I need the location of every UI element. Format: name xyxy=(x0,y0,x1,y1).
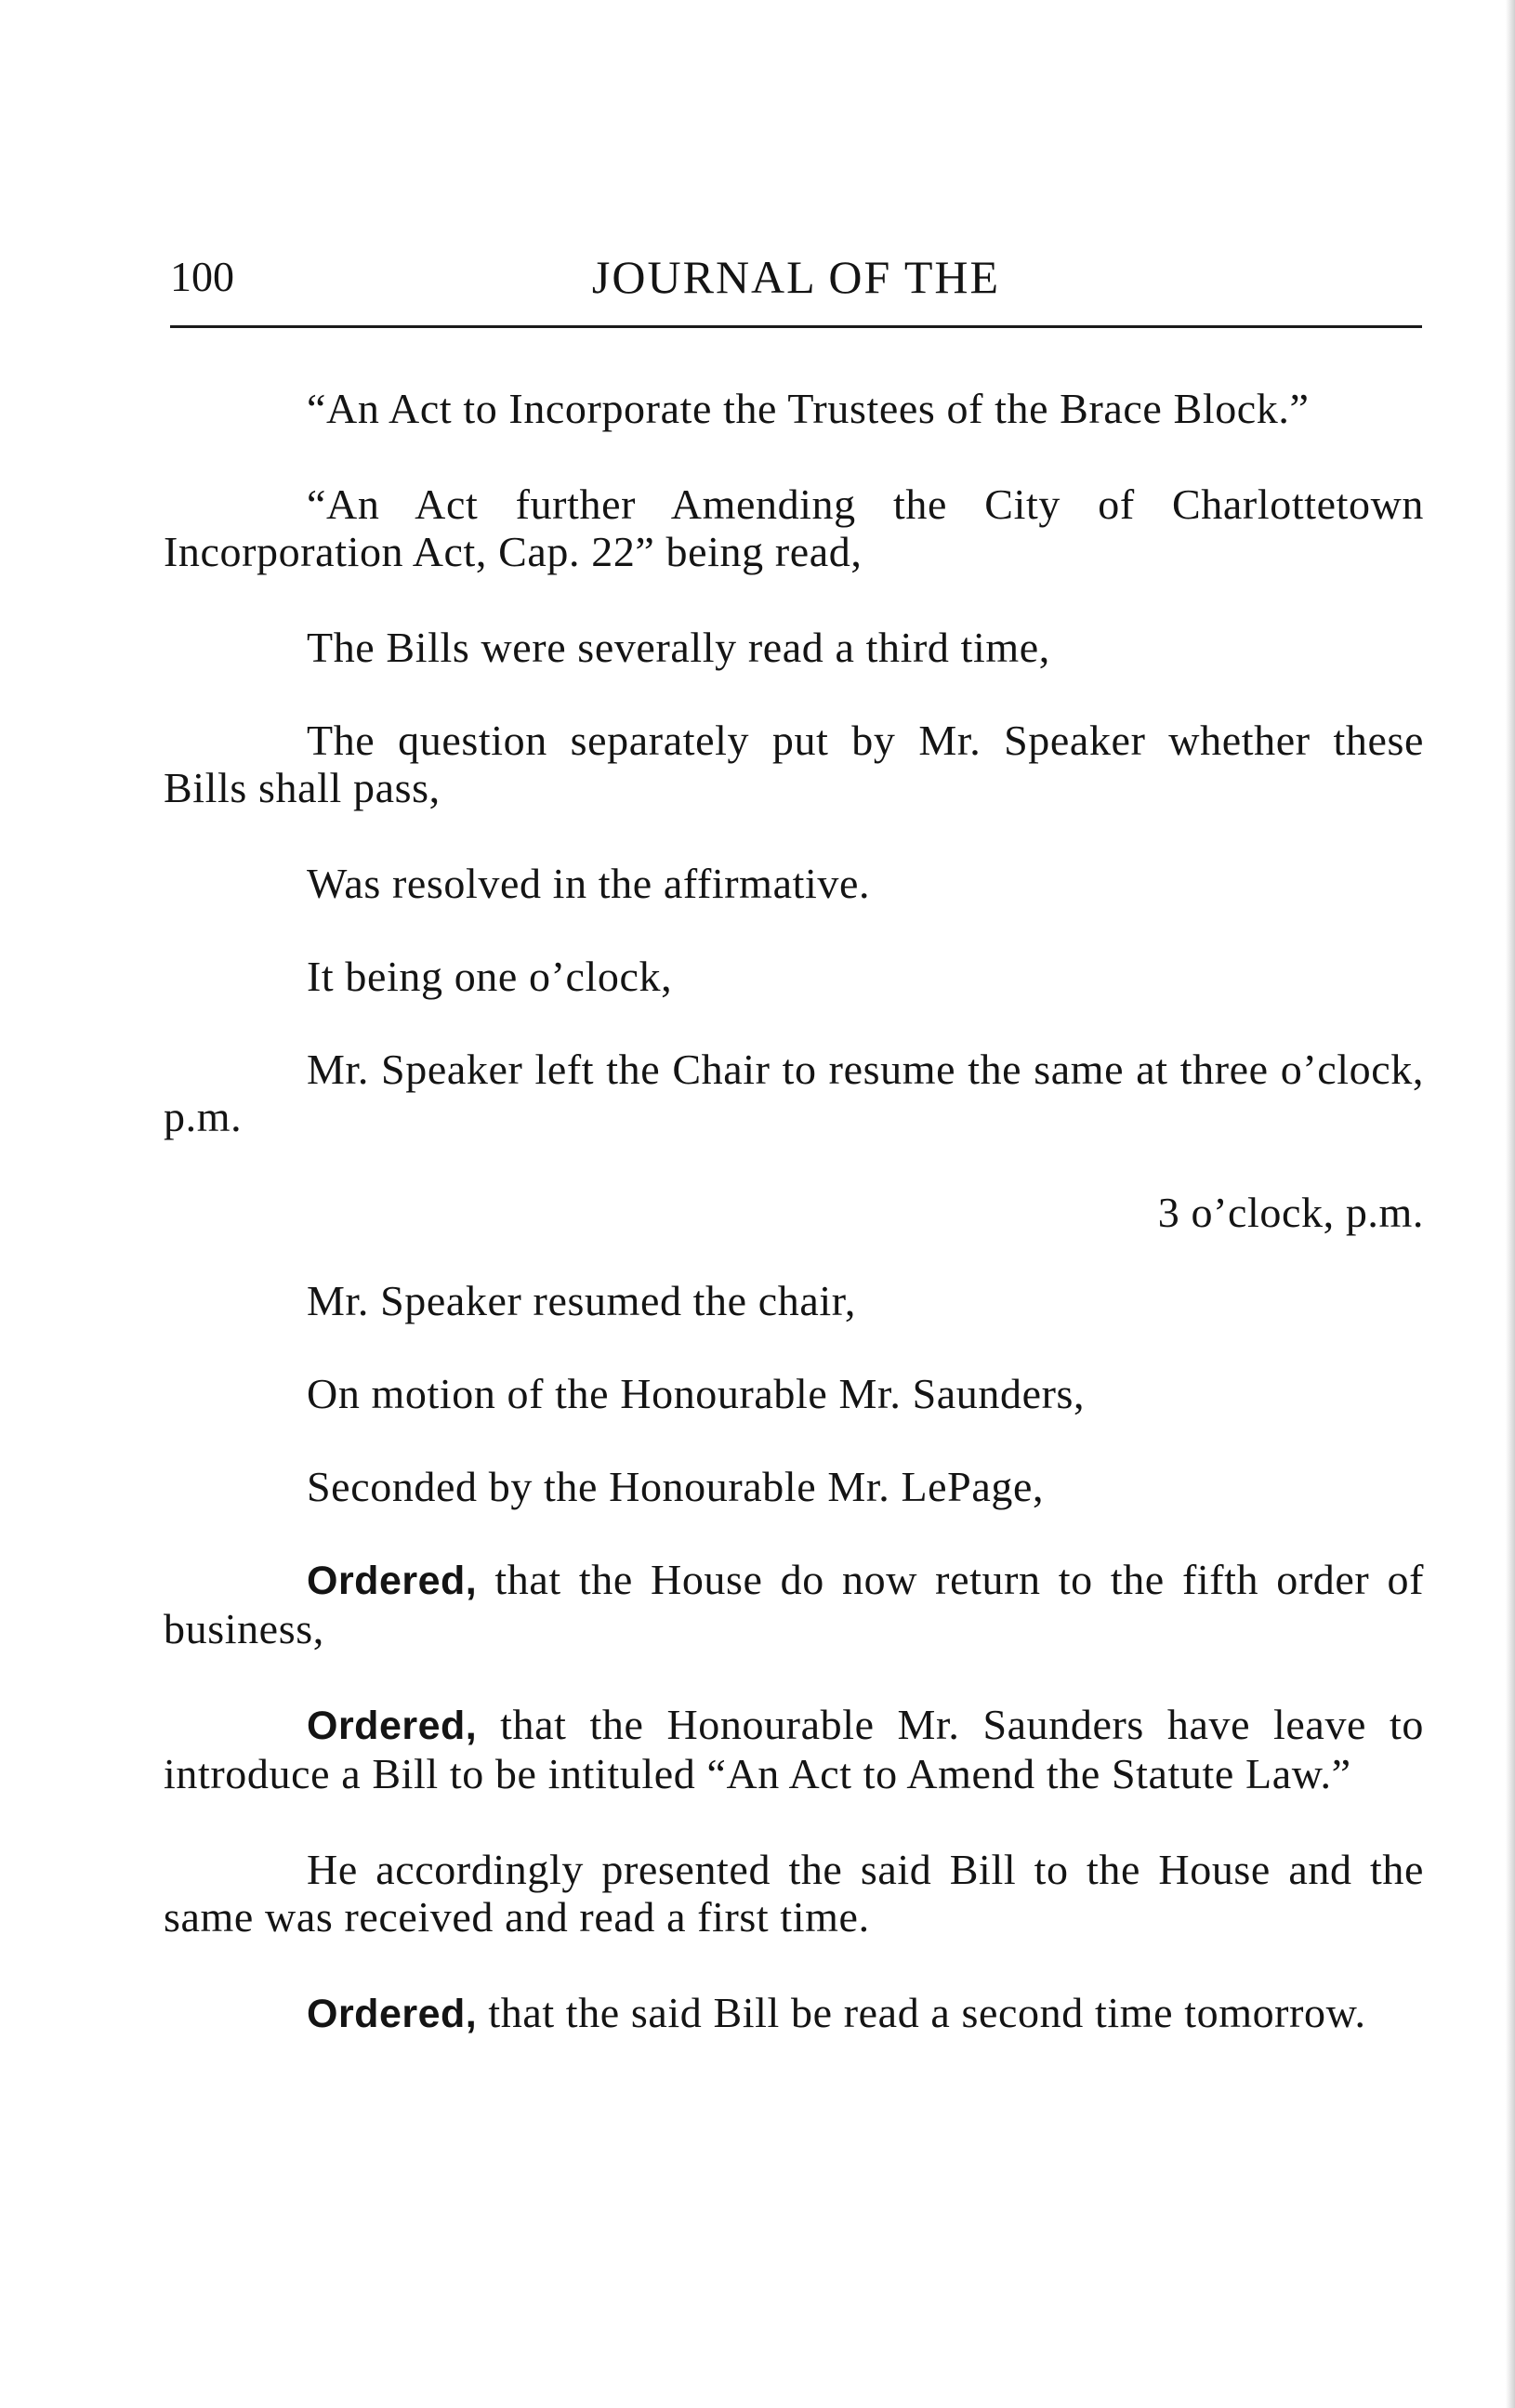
paragraph-speaker-left: Mr. Speaker left the Chair to resume the same at three o’clock, p.m. xyxy=(164,1046,1424,1140)
ordered-lead: Ordered, xyxy=(307,1704,478,1748)
paragraph-motion: On motion of the Honourable Mr. Saunders, xyxy=(307,1370,1086,1417)
paragraph-ordered-leave: Ordered, that the Honourable Mr. Saunders have leave to introduce a Bill to be intituled “An Act to Amend the Statute Law.” xyxy=(164,1701,1424,1797)
journal-body xyxy=(164,385,1424,2086)
paragraph-speaker-resumed: Mr. Speaker resumed the chair, xyxy=(307,1277,856,1324)
page-header xyxy=(170,249,1422,305)
header-rule xyxy=(170,325,1422,328)
time-marker: 3 o’clock, p.m. xyxy=(1157,1189,1424,1236)
paragraph-charlottetown-act: “An Act further Amending the City of Charlottetown Incorporation Act, Cap. 22” being read, xyxy=(164,480,1424,575)
paragraph-resolved: Was resolved in the affirmative. xyxy=(307,860,871,907)
page-edge-shadow xyxy=(1506,0,1515,2408)
paragraph-ordered-return: Ordered, that the House do now return to the fifth order of business, xyxy=(164,1556,1424,1652)
paragraph-question-put: The question separately put by Mr. Speaker whether these Bills shall pass, xyxy=(164,717,1424,811)
paragraph-seconded: Seconded by the Honourable Mr. LePage, xyxy=(307,1463,1045,1510)
paragraph-one-oclock: It being one o’clock, xyxy=(307,953,673,1000)
paragraph-brace-block-act: “An Act to Incorporate the Trustees of the Brace Block.” xyxy=(307,385,1310,432)
page-number: 100 xyxy=(170,253,234,300)
ordered-lead: Ordered, xyxy=(307,1559,478,1603)
running-head: JOURNAL OF THE xyxy=(591,251,1001,303)
paragraph-bill-presented: He accordingly presented the said Bill to the House and the same was received and read a first time. xyxy=(164,1846,1424,1941)
ordered-lead: Ordered, xyxy=(307,1992,478,2036)
paragraph-ordered-second-reading: Ordered, that the said Bill be read a second time tomorrow. xyxy=(307,1989,1366,2036)
paragraph-third-reading: The Bills were severally read a third time, xyxy=(307,624,1050,671)
